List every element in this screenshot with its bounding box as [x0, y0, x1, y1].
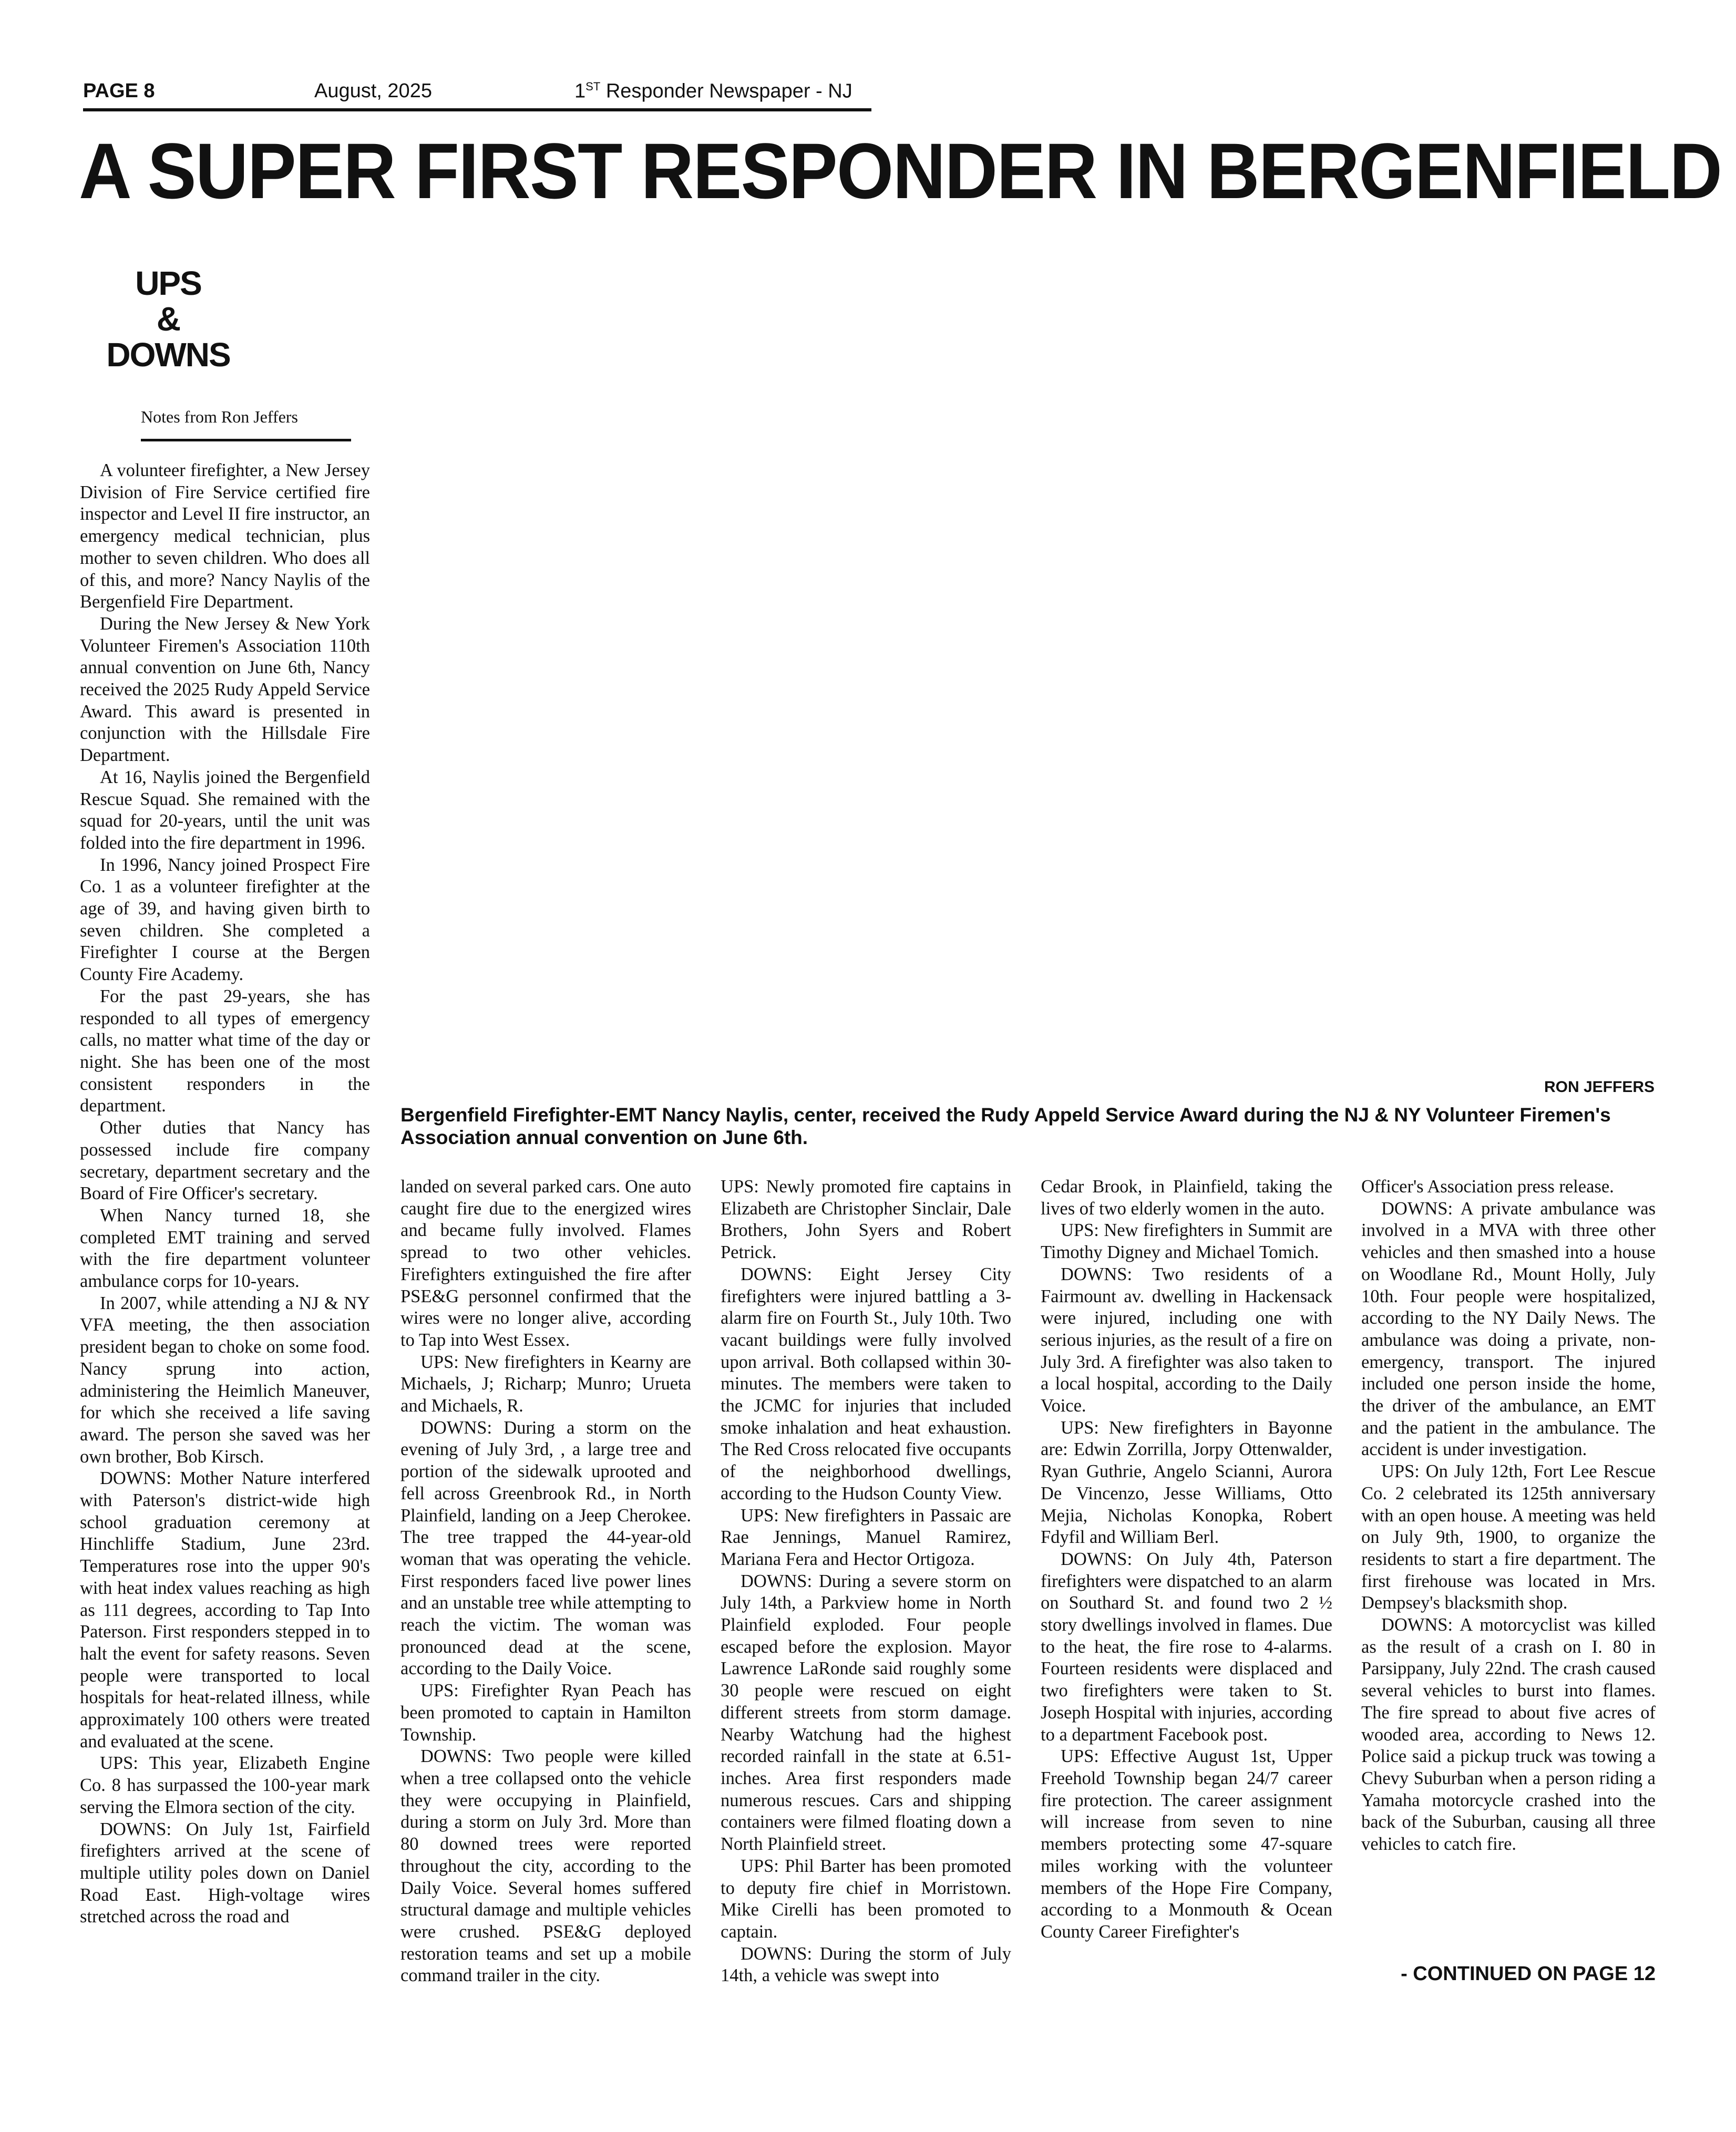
paragraph: At 16, Naylis joined the Bergenfield Rescue Squad. She remained with the squad for 20-years, until the unit was folded into the fire department in 1996.	[80, 767, 370, 853]
article-column-5	[1361, 1176, 1656, 1856]
paragraph: DOWNS: On July 4th, Paterson firefighters were dispatched to an alarm on Southard St. and found two 2 ½ story dwellings involved in flames. Due to the heat, the fire rose to 4-alarms. Fourteen residents were displaced and two firefighters were taken to St. Joseph Hospital with injuries, according to a department Facebook post.	[1041, 1549, 1332, 1745]
photo	[399, 247, 1661, 1072]
photo-credit: RON JEFFERS	[1544, 1078, 1655, 1096]
paragraph: DOWNS: Mother Nature interfered with Paterson's district-wide high school graduation ceremony at Hinchliffe Stadium, June 23rd. Temperatures rose into the upper 90's with heat index values reaching as high as 111 degrees, according to Tap Into Paterson. First responders stepped in to halt the event for safety reasons. Seven people were transported to local hospitals for heat-related illness, while approximately 100 others were treated and evaluated at the scene.	[80, 1468, 370, 1752]
continued-note: - CONTINUED ON PAGE 12	[1401, 1963, 1656, 1985]
paragraph: For the past 29-years, she has responded to all types of emergency calls, no matter what time of the day or night. She has been one of the most consistent responders in the department.	[80, 986, 370, 1116]
paragraph: A volunteer firefighter, a New Jersey Division of Fire Service certified fire inspector and Level II fire instructor, an emergency medical technician, plus mother to seven children. Who does all of this, and more? Nancy Naylis of the Bergenfield Fire Department.	[80, 460, 370, 612]
paragraph: UPS: Phil Barter has been promoted to deputy fire chief in Morristown. Mike Cirelli has been promoted to captain.	[721, 1856, 1011, 1942]
byline: Notes from Ron Jeffers	[141, 407, 298, 426]
paragraph: UPS: Firefighter Ryan Peach has been promoted to captain in Hamilton Township.	[400, 1681, 691, 1745]
paragraph: In 2007, while attending a NJ & NY VFA meeting, the then association president began to choke on some food. Nancy sprung into action, administering the Heimlich Maneuver, for which she received a life saving award. The person she saved was her own brother, Bob Kirsch.	[80, 1293, 370, 1467]
issue-date: August, 2025	[314, 80, 432, 102]
paragraph: UPS: On July 12th, Fort Lee Rescue Co. 2 celebrated its 125th anniversary with an open house. A meeting was held on July 9th, 1900, to organize the residents to start a fire department. The first firehouse was located in Mrs. Dempsey's blacksmith shop.	[1361, 1461, 1656, 1613]
page-number: PAGE 8	[83, 80, 155, 102]
paragraph: DOWNS: Two people were killed when a tree collapsed onto the vehicle they were occupying in Plainfield, during a storm on July 3rd. More than 80 downed trees were reported throughout the city, according to the Daily Voice. Several homes suffered structural damage and multiple vehicles were crushed. PSE&G deployed restoration teams and set up a mobile command trailer in the city.	[400, 1746, 691, 1986]
column-logo-amp: &	[156, 300, 180, 338]
paragraph: UPS: This year, Elizabeth Engine Co. 8 has surpassed the 100-year mark serving the Elmora section of the city.	[80, 1753, 370, 1817]
byline-rule	[141, 439, 351, 441]
paragraph: Other duties that Nancy has possessed include fire company secretary, department secretary and the Board of Fire Officer's secretary.	[80, 1118, 370, 1204]
article-column-2	[400, 1176, 691, 1987]
paragraph: UPS: New firefighters in Summit are Timothy Digney and Michael Tomich.	[1041, 1220, 1332, 1263]
publication-name: 1ST Responder Newspaper - NJ	[574, 80, 852, 102]
paragraph: UPS: Newly promoted fire captains in Elizabeth are Christopher Sinclair, Dale Brothers, John Syers and Robert Petrick.	[721, 1177, 1011, 1263]
column-logo	[105, 265, 231, 373]
article-column-3	[721, 1176, 1011, 1987]
paragraph: Officer's Association press release.	[1361, 1177, 1614, 1197]
paragraph: DOWNS: A private ambulance was involved in a MVA with three other vehicles and then smashed into a house on Woodlane Rd., Mount Holly, July 10th. Four people were hospitalized, according to the NY Daily News. The ambulance was doing a private, non-emergency, transport. The injured included one person inside the home, the driver of the ambulance, an EMT and the patient in the ambulance. The accident is under investigation.	[1361, 1198, 1656, 1460]
paragraph: UPS: New firefighters in Passaic are Rae Jennings, Manuel Ramirez, Mariana Fera and Hector Ortigoza.	[721, 1505, 1011, 1569]
paragraph: DOWNS: On July 1st, Fairfield firefighters arrived at the scene of multiple utility poles down on Daniel Road East. High-voltage wires stretched across the road and	[80, 1819, 370, 1927]
paragraph: DOWNS: Two residents of a Fairmount av. dwelling in Hackensack were injured, including one with serious injuries, as the result of a fire on July 3rd. A firefighter was also taken to a local hospital, according to the Daily Voice.	[1041, 1264, 1332, 1416]
paragraph: DOWNS: Eight Jersey City firefighters were injured battling a 3-alarm fire on Fourth St., July 10th. Two vacant buildings were fully involved upon arrival. Both collapsed within 30-minutes. The members were taken to the JCMC for injuries that included smoke inhalation and heat exhaustion. The Red Cross relocated five occupants of the neighborhood dwellings, according to the Hudson County View.	[721, 1264, 1011, 1503]
paragraph: UPS: New firefighters in Kearny are Michaels, J; Richarp; Munro; Urueta and Michaels, R.	[400, 1352, 691, 1416]
paragraph: During the New Jersey & New York Volunteer Firemen's Association 110th annual convention on June 6th, Nancy received the 2025 Rudy Appeld Service Award. This award is presented in conjunction with the Hillsdale Fire Department.	[80, 613, 370, 766]
paragraph: DOWNS: During a severe storm on July 14th, a Parkview home in North Plainfield exploded. Four people escaped before the explosion. Mayor Lawrence LaRonde said roughly some 30 people were rescued on eight different streets from storm damage. Nearby Watchung had the highest recorded rainfall in the state at 6.51-inches. Area first responders made numerous rescues. Cars and shipping containers were filmed floating down a North Plainfield street.	[721, 1571, 1011, 1855]
paragraph: DOWNS: A motorcyclist was killed as the result of a crash on I. 80 in Parsippany, July 22nd. The crash caused several vehicles to burst into flames. The fire spread to about five acres of wooded area, according to News 12. Police said a pickup truck was towing a Chevy Suburban when a person riding a Yamaha motorcycle crashed into the back of the Suburban, causing all three vehicles to catch fire.	[1361, 1615, 1656, 1855]
column-logo-ups: UPS	[135, 264, 201, 302]
paragraph: In 1996, Nancy joined Prospect Fire Co. 1 as a volunteer firefighter at the age of 39, and having given birth to seven children. She completed a Firefighter I course at the Bergen County Fire Academy.	[80, 854, 370, 985]
paragraph: DOWNS: During the storm of July 14th, a vehicle was swept into	[721, 1943, 1011, 1986]
photo-caption: Bergenfield Firefighter-EMT Nancy Naylis, center, received the Rudy Appeld Service Award during the NJ & NY Volunteer Firemen's Association annual convention on June 6th.	[400, 1104, 1611, 1148]
article-column-4	[1041, 1176, 1332, 1943]
paragraph: Cedar Brook, in Plainfield, taking the lives of two elderly women in the auto.	[1041, 1177, 1332, 1219]
headline: A SUPER FIRST RESPONDER IN BERGENFIELD	[79, 127, 1722, 215]
paragraph: DOWNS: During a storm on the evening of July 3rd, , a large tree and portion of the sidewalk uprooted and fell across Greenbrook Rd., in North Plainfield, landing on a Jeep Cherokee. The tree trapped the 44-year-old woman that was operating the vehicle. First responders faced live power lines and an unstable tree while attempting to reach the victim. The woman was pronounced dead at the scene, according to the Daily Voice.	[400, 1417, 691, 1679]
column-logo-downs: DOWNS	[106, 336, 230, 374]
article-column-1	[80, 460, 370, 1928]
paragraph: UPS: Effective August 1st, Upper Freehold Township began 24/7 career fire protection. The career assignment will increase from seven to nine members protecting some 47-square miles working with the volunteer members of the Hope Fire Company, according to a Monmouth & Ocean County Career Firefighter's	[1041, 1746, 1332, 1942]
paragraph: When Nancy turned 18, she completed EMT training and served with the fire department volunteer ambulance corps for 10-years.	[80, 1205, 370, 1292]
paragraph: UPS: New firefighters in Bayonne are: Edwin Zorrilla, Jorpy Ottenwalder, Ryan Guthrie, Angelo Scianni, Aurora De Vincenzo, Jesse Williams, Otto Mejia, Nicholas Konopka, Robert Fdyfil and William Berl.	[1041, 1417, 1332, 1548]
paragraph: landed on several parked cars. One auto caught fire due to the energized wires and became fully involved. Flames spread to two other vehicles. Firefighters extinguished the fire after PSE&G personnel confirmed that the wires were no longer alive, according to Tap into West Essex.	[400, 1177, 691, 1350]
page-header	[83, 79, 871, 111]
